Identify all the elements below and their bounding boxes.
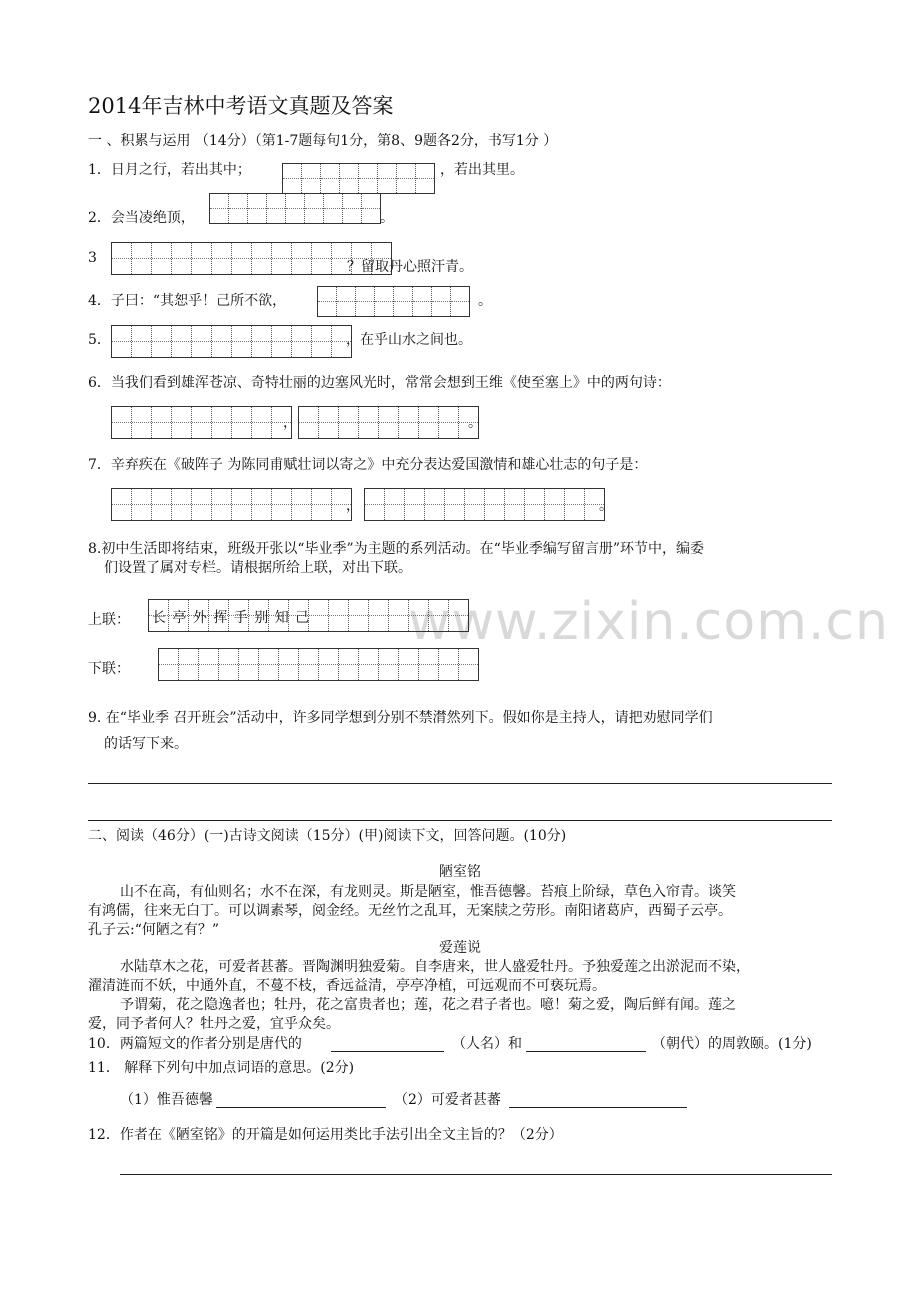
q1-before: 1．日月之行，若出其中； (88, 162, 251, 178)
section1-header: 一 、积累与运用 （14分）（第1-7题每句1分，第8、9题各2分，书写1分 ） (88, 133, 558, 149)
text2-line: 濯清涟而不妖，中通外直，不蔓不枝，香远益清，亭亭净植，可远观而不可亵玩焉。 (88, 978, 606, 994)
q9-answer-line-1[interactable] (88, 783, 832, 784)
q2-answer-grid[interactable] (209, 193, 381, 224)
q12-answer-line[interactable] (120, 1174, 832, 1175)
watermark: www.zixin.com.cn (408, 592, 889, 652)
q11-item2: （2）可爱者甚蕃 (394, 1092, 501, 1108)
q7-answer-grid-2[interactable] (364, 488, 605, 521)
q10-part-c: （朝代）的周敦颐。(1分) (652, 1036, 812, 1052)
q10-part-a: 10．两篇短文的作者分别是唐代的 (88, 1036, 302, 1052)
q11-blank-2[interactable] (509, 1107, 687, 1108)
section2-header: 二、阅读（46分）(一)古诗文阅读（15分）(甲)阅读下文，回答问题。(10分) (88, 828, 567, 844)
q10-part-b: （人名）和 (452, 1036, 522, 1052)
text1-line: 孔子云:“何陋之有？” (88, 922, 220, 938)
q8-line2: 们设置了属对专栏。请根据所给上联，对出下联。 (104, 560, 412, 576)
q5-answer-grid[interactable] (111, 325, 352, 358)
q6-answer-grid-2[interactable] (298, 406, 479, 439)
q9-line1: 9. 在“毕业季 召开班会”活动中，许多同学想到分别不禁潸然列下。假如你是主持人，请把劝慰同学们 (88, 710, 713, 726)
q8-lower-label: 下联： (88, 661, 130, 677)
q11-item1: （1）惟吾德馨 (120, 1092, 213, 1108)
q4-before: 4．子曰：“其恕乎！己所不欲， (88, 293, 287, 309)
text2-line: 爱，同予者何人？牡丹之爱，宜乎众矣。 (88, 1016, 340, 1032)
q8-lower-grid[interactable] (158, 648, 479, 681)
q10-blank-author[interactable] (331, 1051, 444, 1052)
page-title: 2014年吉林中考语文真题及答案 (88, 94, 394, 118)
text2-line: 予谓菊，花之隐逸者也；牡丹，花之富贵者也；莲，花之君子者也。噫！菊之爱，陶后鲜有闻。莲之 (120, 997, 736, 1013)
q3-number: 3 (88, 250, 97, 266)
q6-comma: ， (283, 415, 297, 431)
q8-upper-label: 上联： (88, 612, 130, 628)
q12-prompt: 12．作者在《陋室铭》的开篇是如何运用类比手法引出全文主旨的？（2分） (88, 1127, 563, 1143)
text1-line: 山不在高，有仙则名；水不在深，有龙则灵。斯是陋室，惟吾德馨。苔痕上阶绿，草色入帘青。谈笑 (120, 884, 736, 900)
text2-title: 爱莲说 (439, 940, 481, 956)
q11-blank-1[interactable] (216, 1107, 386, 1108)
q3-after: ？留取丹心照汗青。 (347, 259, 473, 275)
q6-prompt: 6．当我们看到雄浑苍凉、奇特壮丽的边塞风光时，常常会想到王维《使至塞上》中的两句诗： (88, 375, 671, 391)
q7-period: 。 (599, 498, 613, 514)
q5-after: ，在乎山水之间也。 (346, 332, 472, 348)
q2-after: 。 (380, 210, 394, 226)
q9-line2: 的话写下来。 (104, 736, 188, 752)
q2-before: 2．会当凌绝顶， (88, 210, 195, 226)
q6-period: 。 (468, 415, 482, 431)
q4-answer-grid[interactable] (317, 286, 470, 317)
q7-prompt: 7．辛弃疾在《破阵子 为陈同甫赋壮词以寄之》中充分表达爱国激情和雄心壮志的句子是： (88, 457, 648, 473)
q7-comma: ， (346, 498, 360, 514)
q5-number: 5． (88, 332, 111, 348)
q1-answer-grid[interactable] (282, 163, 435, 194)
q1-after: ，若出其里。 (440, 162, 524, 178)
q7-answer-grid-1[interactable] (111, 488, 352, 521)
text1-title: 陋室铭 (439, 864, 481, 880)
q9-answer-line-2[interactable] (88, 820, 832, 821)
text1-line: 有鸿儒，往来无白丁。可以调素琴，阅金经。无丝竹之乱耳，无案牍之劳形。南阳诸葛庐，西蜀子云亭。 (88, 903, 732, 919)
q4-after: 。 (478, 293, 492, 309)
text2-line: 水陆草木之花，可爱者甚蕃。晋陶渊明独爱菊。自李唐来，世人盛爱牡丹。予独爱莲之出淤泥而不染， (120, 959, 750, 975)
q8-upper-couplet: 长 亭 外 挥 手 别 知 己 (152, 610, 311, 626)
q11-prompt: 11． 解释下列句中加点词语的意思。(2分) (88, 1060, 355, 1076)
q8-line1: 8.初中生活即将结束，班级开张以“毕业季”为主题的系列活动。在“毕业季编写留言册”环节中，编委 (88, 541, 704, 557)
q10-blank-dynasty[interactable] (526, 1051, 646, 1052)
q6-answer-grid-1[interactable] (111, 406, 292, 439)
